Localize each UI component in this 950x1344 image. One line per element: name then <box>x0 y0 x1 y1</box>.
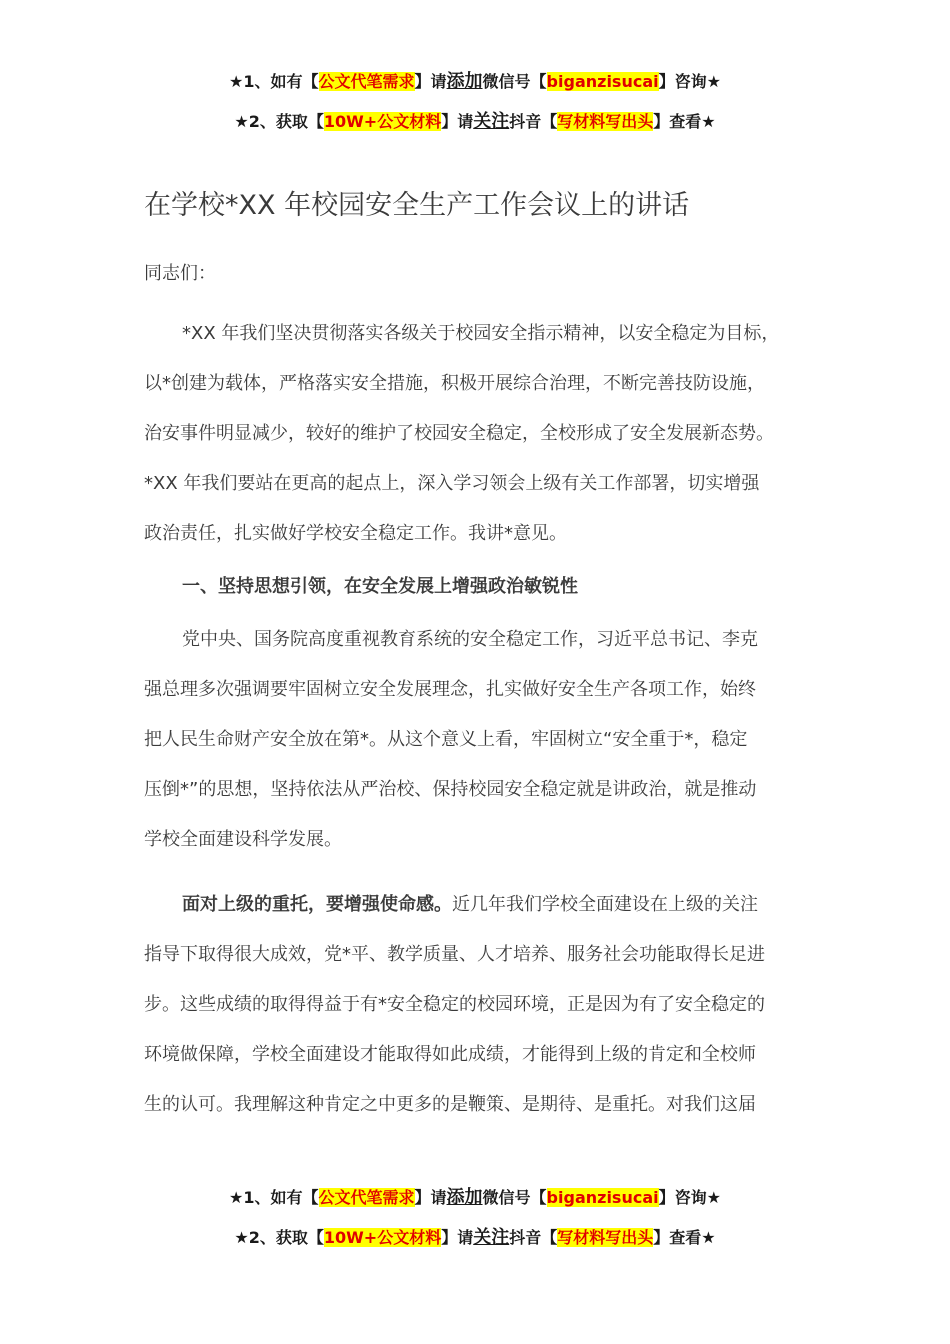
notice-text: 】咨询★ <box>658 72 721 91</box>
notice-text: ★1、如有【 <box>229 72 319 91</box>
notice-text: 抖音【 <box>509 112 558 131</box>
paragraph-line: 治安事件明显减少，较好的维护了校园安全稳定，全校形成了安全发展新态势。 <box>144 423 774 444</box>
wechat-id-highlight: biganzisucai <box>546 72 659 91</box>
paragraph-line: *XX 年我们坚决贯彻落实各级关于校园安全指示精神，以安全稳定为目标， <box>182 323 780 344</box>
highlight-text: 公文代笔需求 <box>318 1188 415 1207</box>
document-title: 在学校*XX 年校园安全生产工作会议上的讲话 <box>144 190 690 221</box>
paragraph-line <box>182 891 758 919</box>
notice-text: 抖音【 <box>509 1228 558 1247</box>
footer-notice-line-2 <box>0 1226 950 1250</box>
notice-text: ★2、获取【 <box>234 112 324 131</box>
douyin-highlight: 写材料写出头 <box>557 1228 654 1247</box>
notice-text: 微信号【 <box>482 72 547 91</box>
emphasis-text: 添加 <box>446 71 483 92</box>
salutation: 同志们： <box>144 263 216 284</box>
notice-text: 】请 <box>441 112 474 131</box>
paragraph-line: 压倒*”的思想，坚持依法从严治校、保持校园安全稳定就是讲政治，就是推动 <box>144 779 757 800</box>
footer-notice-line-1 <box>0 1186 950 1210</box>
paragraph-line: 指导下取得很大成效，党*平、教学质量、人才培养、服务社会功能取得长足进 <box>144 944 765 965</box>
emphasis-text: 添加 <box>446 1187 483 1208</box>
paragraph-line: 政治责任，扎实做好学校安全稳定工作。我讲*意见。 <box>144 523 567 544</box>
highlight-text: 公文代笔需求 <box>318 72 415 91</box>
notice-text: 】请 <box>414 1188 447 1207</box>
highlight-text: 10W+公文材料 <box>323 112 442 131</box>
paragraph-line: 学校全面建设科学发展。 <box>144 829 342 850</box>
paragraph-line: *XX 年我们要站在更高的起点上，深入学习领会上级有关工作部署，切实增强 <box>144 473 760 494</box>
notice-text: 】查看★ <box>653 1228 716 1247</box>
highlight-text: 10W+公文材料 <box>323 1228 442 1247</box>
bold-lead: 面对上级的重托，要增强使命感。 <box>182 894 452 915</box>
paragraph-text: 近几年我们学校全面建设在上级的关注 <box>452 894 758 915</box>
header-notice-line-1 <box>0 70 950 94</box>
header-notice-line-2 <box>0 110 950 134</box>
notice-text: ★2、获取【 <box>234 1228 324 1247</box>
paragraph-line: 步。这些成绩的取得得益于有*安全稳定的校园环境，正是因为有了安全稳定的 <box>144 994 765 1015</box>
paragraph-line: 以*创建为载体，严格落实安全措施，积极开展综合治理，不断完善技防设施， <box>144 373 765 394</box>
notice-text: 】请 <box>441 1228 474 1247</box>
paragraph-line: 党中央、国务院高度重视教育系统的安全稳定工作，习近平总书记、李克 <box>182 629 758 650</box>
wechat-id-highlight: biganzisucai <box>546 1188 659 1207</box>
paragraph-line: 生的认可。我理解这种肯定之中更多的是鞭策、是期待、是重托。对我们这届 <box>144 1094 756 1115</box>
paragraph-line: 强总理多次强调要牢固树立安全发展理念，扎实做好安全生产各项工作，始终 <box>144 679 756 700</box>
notice-text: 】咨询★ <box>658 1188 721 1207</box>
emphasis-text: 关注 <box>473 111 510 132</box>
notice-text: ★1、如有【 <box>229 1188 319 1207</box>
paragraph-line: 环境做保障，学校全面建设才能取得如此成绩，才能得到上级的肯定和全校师 <box>144 1044 756 1065</box>
section-heading: 一、坚持思想引领，在安全发展上增强政治敏锐性 <box>182 576 578 597</box>
douyin-highlight: 写材料写出头 <box>557 112 654 131</box>
notice-text: 】查看★ <box>653 112 716 131</box>
paragraph-line: 把人民生命财产安全放在第*。从这个意义上看，牢固树立“安全重于*，稳定 <box>144 729 748 750</box>
notice-text: 】请 <box>414 72 447 91</box>
emphasis-text: 关注 <box>473 1227 510 1248</box>
notice-text: 微信号【 <box>482 1188 547 1207</box>
